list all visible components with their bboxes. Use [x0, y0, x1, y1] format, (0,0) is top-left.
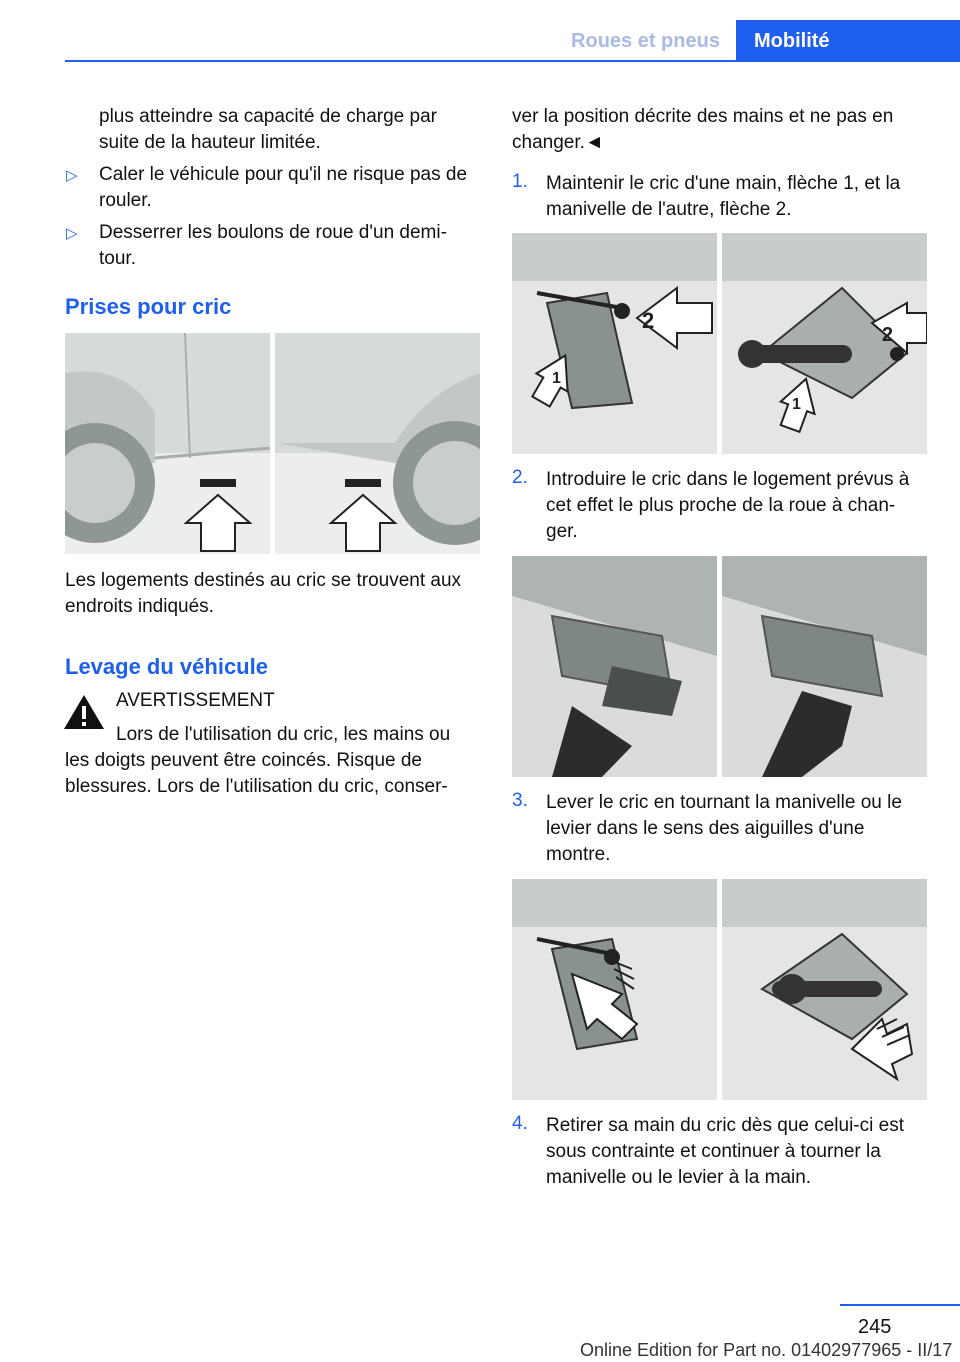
- page-header: [0, 0, 960, 62]
- step-text: Lever le cric en tournant la manivelle ou le: [546, 792, 902, 813]
- bullet-text: Caler le véhicule pour qu'il ne risque pas de: [99, 164, 468, 185]
- step-number: 1.: [512, 171, 528, 192]
- step-text: Maintenir le cric d'une main, flèche 1, et la: [546, 173, 901, 194]
- arrow-label-2: 2: [642, 308, 655, 333]
- jack-points-image: [65, 333, 480, 554]
- step-text: ger.: [546, 521, 578, 542]
- bullet-marker: ▷: [66, 167, 78, 184]
- step1-image: [512, 233, 927, 454]
- warning-title: AVERTISSEMENT: [116, 690, 275, 711]
- step-text: cet effet le plus proche de la roue à chan-: [546, 495, 896, 516]
- chapter-tab[interactable]: Mobilité: [736, 20, 960, 62]
- step-text: Introduire le cric dans le logement prévus à: [546, 469, 910, 490]
- step-text: montre.: [546, 844, 611, 865]
- step-text: sous contrainte et continuer à tourner la: [546, 1141, 881, 1162]
- continued-text-line: suite de la hauteur limitée.: [99, 132, 321, 153]
- step2-image: [512, 556, 927, 777]
- warning-text: Lors de l'utilisation du cric, les mains ou: [116, 724, 451, 745]
- step3-image: [512, 879, 927, 1100]
- step-text: Retirer sa main du cric dès que celui-ci est: [546, 1115, 904, 1136]
- bullet-text: tour.: [99, 248, 136, 269]
- arrow-label-1: 1: [552, 370, 561, 387]
- warning-icon: [63, 694, 105, 730]
- continued-text-line: changer.◄: [512, 132, 604, 153]
- step-number: 3.: [512, 790, 528, 811]
- warning-text: les doigts peuvent être coincés. Risque de: [65, 750, 422, 771]
- bullet-text: Desserrer les boulons de roue d'un demi-: [99, 222, 447, 243]
- edition-text: Online Edition for Part no. 01402977965 - II/17: [580, 1340, 953, 1360]
- step-number: 2.: [512, 467, 528, 488]
- bullet-text: rouler.: [99, 190, 152, 211]
- jack-points-caption: endroits indiqués.: [65, 596, 214, 617]
- heading-jack-points: Prises pour cric: [65, 294, 232, 319]
- heading-lifting: Levage du véhicule: [65, 654, 268, 679]
- continued-text-line: plus atteindre sa capacité de charge par: [99, 106, 437, 127]
- step-text: manivelle de l'autre, flèche 2.: [546, 199, 792, 220]
- warning-text: blessures. Lors de l'utilisation du cric, conser-: [65, 776, 448, 797]
- footer-rule: [840, 1304, 960, 1306]
- jack-points-caption: Les logements destinés au cric se trouvent aux: [65, 570, 462, 591]
- arrow-label-2: 2: [882, 324, 894, 346]
- bullet-marker: ▷: [66, 225, 78, 242]
- step-text: levier dans le sens des aiguilles d'une: [546, 818, 865, 839]
- step-number: 4.: [512, 1113, 528, 1134]
- arrow-label-1: 1: [792, 396, 801, 413]
- header-rule: [65, 60, 960, 62]
- continued-text-line: ver la position décrite des mains et ne pas en: [512, 106, 894, 127]
- section-tab[interactable]: Roues et pneus: [571, 30, 720, 52]
- page-number: 245: [858, 1316, 892, 1338]
- step-text: manivelle ou le levier à la main.: [546, 1167, 812, 1188]
